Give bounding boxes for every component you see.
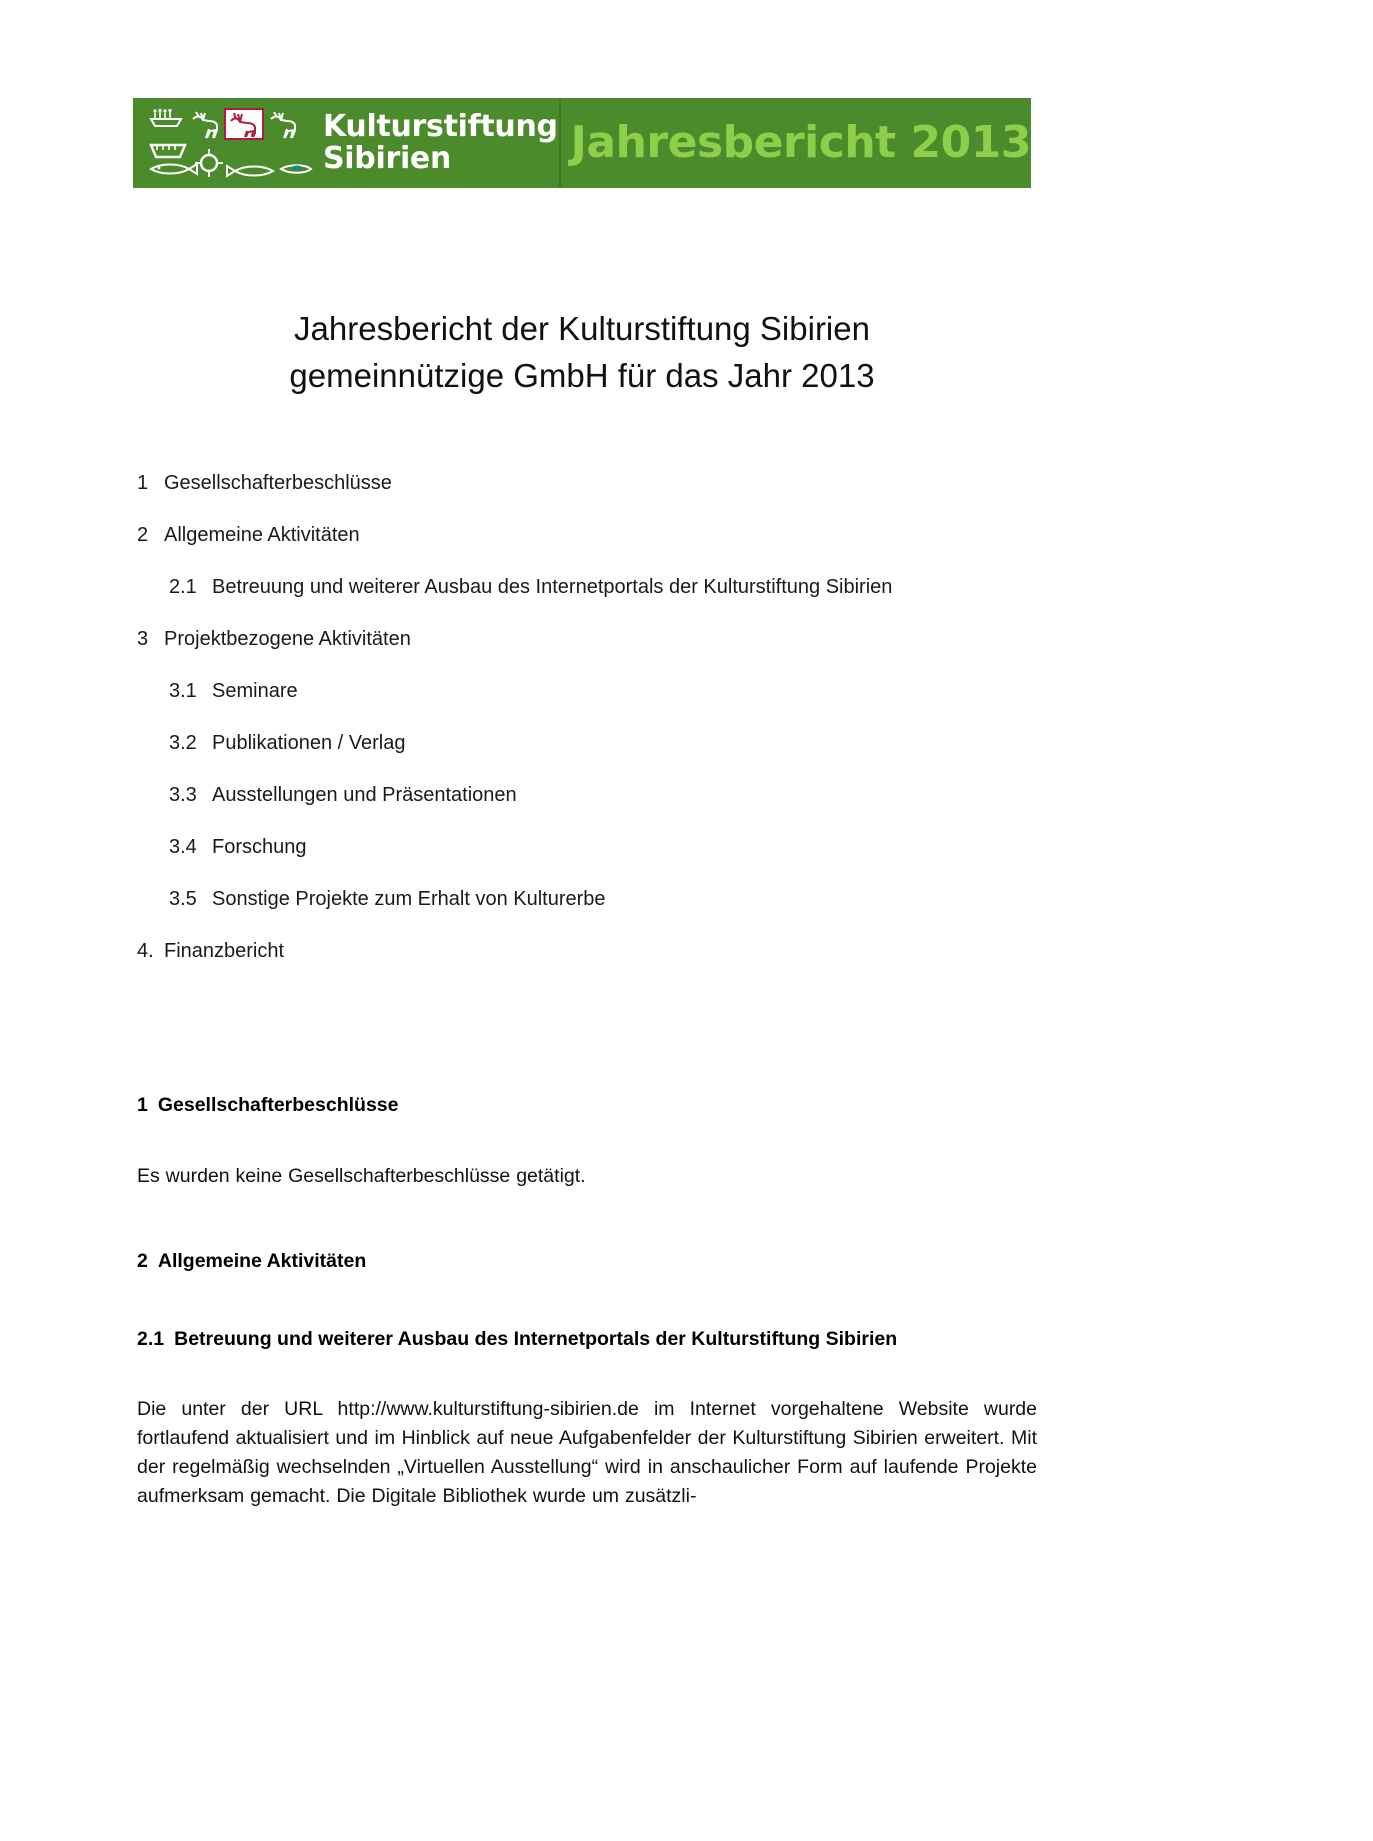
table-of-contents [137, 470, 1057, 990]
toc-entry-4[interactable] [137, 938, 1057, 964]
toc-number: 3.3 [169, 784, 197, 806]
toc-number: 3 [137, 628, 149, 650]
toc-entry-3-4[interactable] [137, 834, 1057, 860]
toc-number: 3.4 [169, 836, 197, 858]
section-number: 2 [137, 1250, 148, 1272]
toc-entry-2-1[interactable] [137, 574, 1057, 600]
toc-entry-2[interactable] [137, 522, 1057, 548]
section-title: Betreuung und weiterer Ausbau des Internetportals der Kulturstiftung Sibirien [174, 1328, 898, 1350]
toc-entry-3-5[interactable] [137, 886, 1057, 912]
section-number: 1 [137, 1094, 148, 1116]
report-title: Jahresbericht 2013 [570, 117, 1031, 168]
toc-entry-3-3[interactable] [137, 782, 1057, 808]
spacer [137, 1118, 1037, 1162]
banner-brand-block [133, 98, 561, 188]
brand-name [323, 111, 558, 175]
toc-entry-1[interactable] [137, 470, 1057, 496]
page-title-line-2: gemeinnützige GmbH für das Jahr 2013 [289, 357, 875, 395]
page-title-line-1: Jahresbericht der Kulturstiftung Sibirien [294, 310, 870, 348]
toc-entry-3-1[interactable] [137, 678, 1057, 704]
banner-title-block [561, 98, 1031, 188]
brand-line-2: Sibirien [323, 141, 452, 176]
toc-label: Gesellschafterbeschlüsse [164, 472, 392, 494]
siberian-petroglyph-animals-icon [147, 105, 315, 181]
toc-label: Seminare [212, 680, 298, 702]
toc-label: Forschung [212, 836, 307, 858]
header-banner [133, 98, 1031, 188]
toc-entry-3[interactable] [137, 626, 1057, 652]
section-number: 2.1 [137, 1328, 165, 1350]
spacer [137, 1352, 1037, 1395]
toc-label: Allgemeine Aktivitäten [164, 524, 360, 546]
spacer [137, 1042, 1037, 1093]
spacer [137, 1191, 1037, 1249]
document-body [137, 1042, 1037, 1511]
section-2-1-paragraph: Die unter der URL http://www.kulturstiftung-sibirien.de im Internet vorgehaltene Website wurde fortlaufend aktualisiert und im Hinblick auf neue Aufgabenfelder der Kulturstiftung Sibirien erweitert. Mit der regelmäßig wechselnden „Virtuellen Ausstellung“ wird in anschaulicher Form auf laufende Projekte aufmerksam gemacht. Die Digitale Bibliothek wurde um zusätzli- [137, 1398, 1037, 1507]
toc-number: 1 [137, 472, 149, 494]
toc-number: 3.5 [169, 888, 197, 910]
toc-label: Sonstige Projekte zum Erhalt von Kulturerbe [212, 888, 606, 910]
toc-number: 3.2 [169, 732, 197, 754]
section-1-paragraph: Es wurden keine Gesellschafterbeschlüsse getätigt. [137, 1165, 586, 1187]
toc-label: Ausstellungen und Präsentationen [212, 784, 517, 806]
toc-number: 4. [137, 940, 154, 962]
toc-entry-3-2[interactable] [137, 730, 1057, 756]
section-heading-1 [137, 1093, 1037, 1118]
section-title: Allgemeine Aktivitäten [157, 1250, 367, 1272]
toc-number: 2.1 [169, 576, 197, 598]
section-heading-2 [137, 1249, 1037, 1274]
spacer [137, 1274, 1037, 1327]
section-heading-2-1 [137, 1327, 1037, 1352]
toc-label: Publikationen / Verlag [212, 732, 406, 754]
page-title [133, 305, 1031, 399]
toc-number: 3.1 [169, 680, 197, 702]
toc-number: 2 [137, 524, 149, 546]
toc-label: Finanzbericht [164, 940, 285, 962]
brand-line-1: Kulturstiftung [323, 109, 558, 144]
section-title: Gesellschafterbeschlüsse [157, 1094, 399, 1116]
toc-label: Projektbezogene Aktivitäten [164, 628, 411, 650]
toc-label: Betreuung und weiterer Ausbau des Internetportals der Kulturstiftung Sibirien [212, 576, 893, 598]
